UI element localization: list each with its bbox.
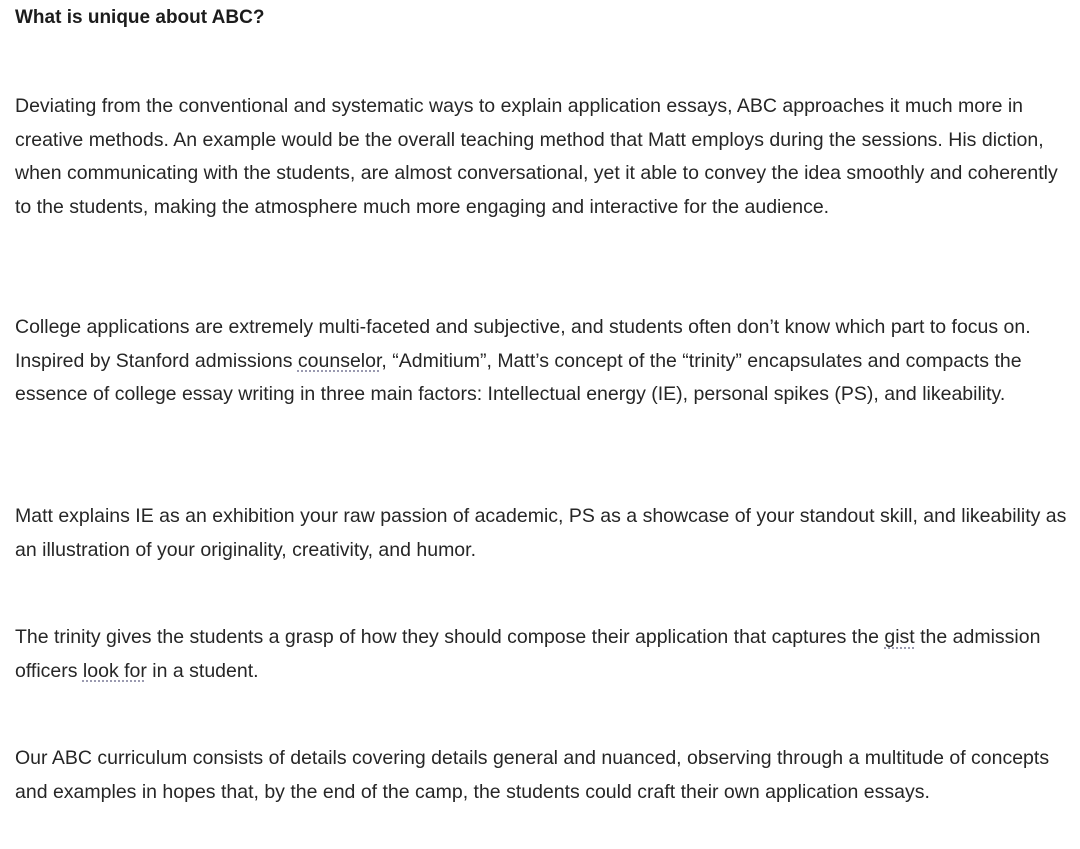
paragraph-intro: Deviating from the conventional and systematic ways to explain application essays, ABC approaches it much more in creative methods. An example would be the overall teaching method that Matt employs during the sessions. His diction, when communicating with the students, are almost conversational, yet it able to convey the idea smoothly and coherently to the students, making the atmosphere much more engaging and interactive for the audience. <box>15 95 1058 218</box>
paragraph-text: , “Admitium”, Matt’s concept of the “trinity” encapsulates and compacts the essence of college essay writing in three main factors: Intellectual energy (IE), personal spikes (PS), and likeability. <box>15 349 1022 406</box>
term-gist-annotation[interactable]: gist <box>884 626 915 648</box>
paragraph-text: in a student. <box>146 659 259 682</box>
paragraph-text: College applications are extremely multi-faceted and subjective, and students often don’t know which part to focus on. Inspired by Stanford admissions <box>15 316 1031 372</box>
paragraph-trinity-concept <box>15 311 1073 412</box>
paragraph-text: the admission officers <box>15 626 1041 682</box>
paragraph-text: The trinity gives the students a grasp of how they should compose their application that captures the <box>15 626 885 648</box>
paragraph-trinity-explained: Matt explains IE as an exhibition your raw passion of academic, PS as a showcase of your standout skill, and likeability as an illustration of your originality, creativity, and humor. <box>15 505 1067 561</box>
term-look-for-annotation[interactable]: look for <box>82 659 147 682</box>
paragraph-curriculum: Our ABC curriculum consists of details covering details general and nuanced, observing through a multitude of concepts and examples in hopes that, by the end of the camp, the students could craft their own application essays. <box>15 747 1050 803</box>
article-heading: What is unique about ABC? <box>15 7 265 28</box>
paragraph-trinity-purpose <box>15 621 1073 688</box>
term-counselor-annotation[interactable]: counselor <box>297 349 382 372</box>
